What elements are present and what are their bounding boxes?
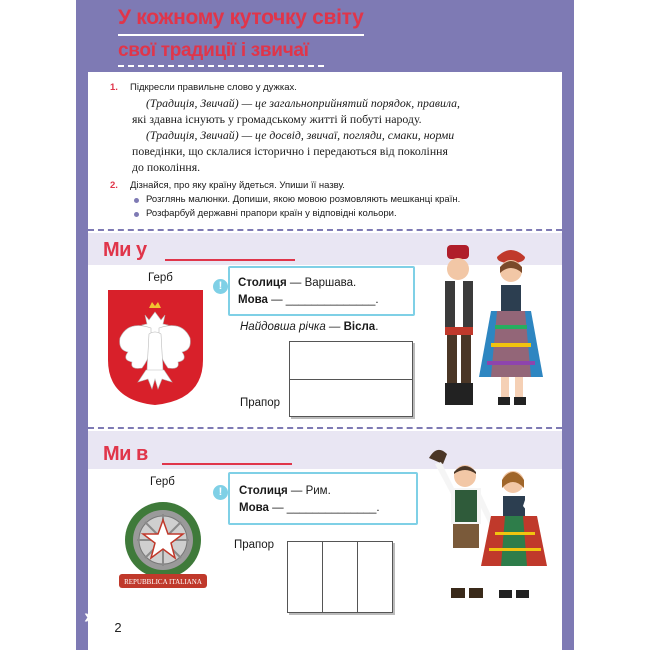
river-name: Вісла [343, 321, 376, 333]
chevron-right-icon: › [84, 606, 91, 628]
task1-p1-line2: які здавна існують у громадському житті й побуті народу. [132, 112, 422, 126]
info-exclamation-icon: ! [213, 485, 228, 500]
flag-stripe-divider [357, 542, 358, 612]
poland-flag-label: Прапор [240, 397, 281, 409]
poland-capital-row [238, 277, 356, 289]
language-answer-field[interactable]: — ______________. [267, 294, 379, 306]
poland-river-row [240, 321, 378, 333]
emblem-ribbon-text: REPUBBLICA ITALIANA [124, 578, 202, 586]
page-title-line1: У кожному куточку світу [118, 6, 364, 29]
italy-language-row [239, 502, 380, 514]
capital-label: Столиця [238, 277, 287, 289]
girl-figure [481, 471, 547, 598]
task2-bullet-2: Розфарбуй державні прапори країн у відповідні кольори. [146, 208, 397, 219]
task1-instruction: Підкресли правильне слово у дужках. [130, 82, 297, 93]
title-underline-1 [118, 34, 364, 36]
flag-stripe-divider [290, 379, 412, 380]
task2-number: 2. [110, 180, 118, 191]
italian-children-illustration [425, 444, 555, 614]
polish-children-illustration [425, 245, 550, 415]
polish-eagle-icon [108, 290, 203, 405]
language-answer-field[interactable]: — ______________. [268, 502, 380, 514]
section-divider [88, 427, 562, 429]
poland-coat-label: Герб [148, 272, 173, 284]
capital-label: Столиця [239, 485, 288, 497]
page-number: 2 [108, 617, 128, 639]
task1-p2-line1-text[interactable]: (Традиція, Звичай) — це досвід, звичаї, погляди, смаки, норми [146, 128, 455, 142]
bullet-dot [134, 198, 139, 203]
boy-figure [433, 245, 485, 405]
italy-flag-label: Прапор [234, 539, 275, 551]
section-divider [88, 229, 562, 231]
page-title-line2: свої традиції і звичаї [118, 40, 309, 61]
poland-flag-coloring-box[interactable] [289, 341, 413, 417]
italy-capital-row [239, 485, 331, 497]
poland-country-answer-line[interactable] [165, 259, 295, 261]
boy-figure [429, 450, 493, 598]
river-dash: — [325, 321, 344, 333]
title-underline-2 [118, 65, 324, 67]
task2-instruction: Дізнайся, про яку країну йдеться. Упиши її назву. [130, 180, 345, 191]
task1-p2-line3: до покоління. [132, 160, 201, 174]
italy-heading: Ми в [103, 443, 148, 465]
river-label: Найдовша річка [240, 321, 326, 333]
italy-flag-coloring-box[interactable] [287, 541, 393, 613]
italy-info-card [228, 472, 418, 525]
task1-p1-line1-text[interactable]: (Традиція, Звичай) — це загальноприйнятий порядок, правила, [146, 96, 461, 110]
task1-number: 1. [110, 82, 118, 93]
capital-value: — Рим. [287, 485, 331, 497]
capital-value: — Варшава. [286, 277, 357, 289]
language-label: Мова [239, 502, 269, 514]
task1-p2-line2: поведінки, що склалися історично і передаються від покоління [132, 144, 448, 158]
italian-emblem-icon [113, 492, 213, 592]
task1-p2-line1 [146, 127, 454, 143]
task1-p1-line1 [146, 95, 460, 111]
girl-figure [479, 250, 543, 405]
italy-coat-label: Герб [150, 476, 175, 488]
info-exclamation-icon: ! [213, 279, 228, 294]
bullet-dot [134, 212, 139, 217]
river-end: . [375, 321, 379, 333]
poland-heading: Ми у [103, 239, 147, 261]
poland-language-row [238, 294, 379, 306]
italy-country-answer-line[interactable] [162, 463, 292, 465]
task2-bullet-1: Розглянь малюнки. Допиши, якою мовою розмовляють мешканці країн. [146, 194, 461, 205]
language-label: Мова [238, 294, 268, 306]
flag-stripe-divider [322, 542, 323, 612]
poland-info-card [228, 266, 415, 316]
